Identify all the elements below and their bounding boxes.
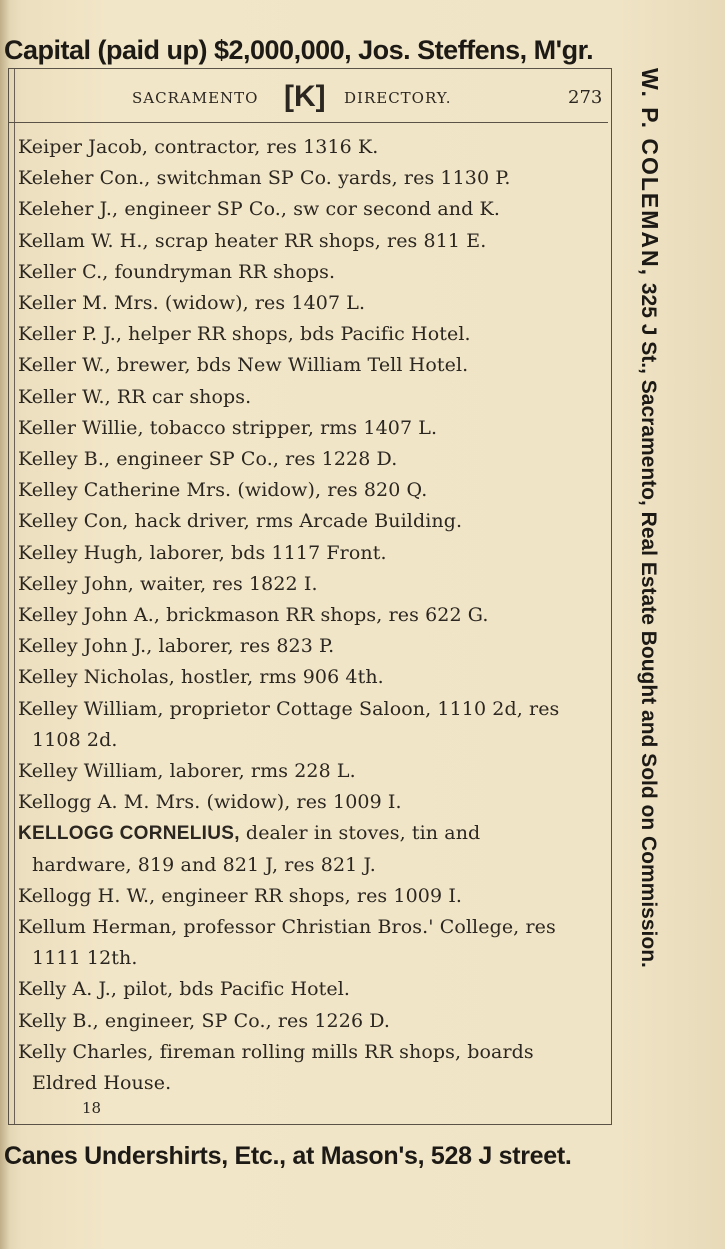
directory-entry xyxy=(18,350,608,381)
directory-entry xyxy=(18,413,608,444)
side-advertisement-details: 325 J St., Sacramento, Real Estate Bought and Sold on Commission. xyxy=(637,277,660,968)
entry-details: laborer, rms 228 L. xyxy=(163,760,356,783)
entry-details: waiter, res 1822 I. xyxy=(133,572,318,595)
entry-continuation: Eldred House. xyxy=(32,1072,172,1095)
entry-details: helper RR shops, bds Pacific Hotel. xyxy=(121,323,471,346)
entry-name: Kelly Charles, xyxy=(18,1040,154,1063)
entry-details: laborer, res 823 P. xyxy=(152,635,335,658)
entry-name: Kelly A. J., xyxy=(18,978,118,1001)
entry-name: Kelley John A., xyxy=(18,604,160,627)
entry-details: (widow), res 1009 I. xyxy=(200,791,402,814)
directory-entry xyxy=(18,319,608,350)
directory-entry xyxy=(18,444,608,475)
running-head-section: DIRECTORY. xyxy=(344,89,452,107)
directory-entry xyxy=(18,631,608,662)
entry-details: dealer in stoves, tin and xyxy=(239,822,481,845)
entry-details: hostler, rms 906 4th. xyxy=(174,666,384,689)
directory-entry xyxy=(18,132,608,163)
entry-name: Keller W., xyxy=(18,354,111,377)
entry-name: Kelley Nicholas, xyxy=(18,666,175,689)
entry-name: Keller W., xyxy=(18,385,111,408)
entry-name: Keleher J., xyxy=(18,198,119,221)
entry-name: Kelly B., xyxy=(18,1009,99,1032)
directory-entry xyxy=(18,662,608,693)
entry-details: engineer RR shops, res 1009 I. xyxy=(155,884,463,907)
entry-name: Kelley John J., xyxy=(18,635,153,658)
entry-name: Kellam W. H., xyxy=(18,229,149,252)
entry-continuation: hardware, 819 and 821 J, res 821 J. xyxy=(32,853,376,876)
entry-name: Keller P. J., xyxy=(18,323,122,346)
entry-details: engineer, SP Co., res 1226 D. xyxy=(98,1009,391,1032)
page-number: 273 xyxy=(568,87,603,108)
directory-entry xyxy=(18,1037,608,1068)
directory-entry xyxy=(18,288,608,319)
entry-details: engineer SP Co., sw cor second and K. xyxy=(118,198,500,221)
entry-details: switchman SP Co. yards, res 1130 P. xyxy=(150,167,511,190)
directory-entry xyxy=(18,974,608,1005)
running-head xyxy=(18,80,608,116)
entry-name: Keiper Jacob, xyxy=(18,136,149,158)
directory-entries xyxy=(18,132,608,1099)
entry-details: RR car shops. xyxy=(110,385,252,408)
header-rule xyxy=(8,122,608,123)
entry-details: laborer, bds 1117 Front. xyxy=(143,541,387,564)
directory-entry xyxy=(18,694,608,725)
directory-entry xyxy=(18,912,608,943)
entry-details: fireman rolling mills RR shops, boards xyxy=(153,1040,534,1063)
entry-name: Kellogg A. M. Mrs. xyxy=(18,791,201,814)
entry-name: KELLOGG CORNELIUS, xyxy=(18,823,240,845)
entry-details: brewer, bds New William Tell Hotel. xyxy=(110,354,469,377)
entry-name: Keller C., xyxy=(18,260,109,283)
entry-details: foundryman RR shops. xyxy=(108,260,336,283)
directory-entry xyxy=(18,818,608,849)
bottom-advertisement-banner: Canes Undershirts, Etc., at Mason's, 528 J street. xyxy=(4,1142,572,1170)
directory-entry xyxy=(18,1006,608,1037)
entry-name: Kelley B., xyxy=(18,448,111,471)
entry-name: Kelley Catherine Mrs. xyxy=(18,479,232,502)
entry-name: Kelley John, xyxy=(18,572,134,595)
entry-name: Kellum Herman, xyxy=(18,916,178,939)
entry-name: Kelley Con, xyxy=(18,510,129,533)
entry-details: (widow), res 820 Q. xyxy=(231,479,428,502)
directory-entry xyxy=(18,756,608,787)
entry-continuation: 1108 2d. xyxy=(32,728,118,751)
entry-name: Kelley William, xyxy=(18,697,164,720)
entry-details: tobacco stripper, rms 1407 L. xyxy=(143,416,438,439)
entry-details: professor Christian Bros.' College, res xyxy=(177,916,556,939)
entry-name: Keller Willie, xyxy=(18,416,144,439)
entry-name: Keleher Con., xyxy=(18,167,151,190)
directory-entry xyxy=(18,257,608,288)
entry-details: proprietor Cottage Saloon, 1110 2d, res xyxy=(163,697,560,720)
running-head-section-letter: [K] xyxy=(284,80,326,113)
directory-entry xyxy=(18,881,608,912)
entry-name: Kelley Hugh, xyxy=(18,541,144,564)
directory-entry xyxy=(18,382,608,413)
entry-continuation: 1111 12th. xyxy=(32,947,138,970)
entry-name: Keller M. Mrs. xyxy=(18,292,159,315)
entry-details: brickmason RR shops, res 622 G. xyxy=(159,604,489,627)
entry-details: (widow), res 1407 L. xyxy=(158,292,366,315)
directory-entry xyxy=(18,163,608,194)
entry-details: engineer SP Co., res 1228 D. xyxy=(110,448,398,471)
running-head-city: SACRAMENTO xyxy=(132,89,259,107)
directory-entry xyxy=(18,787,608,818)
entry-details: hack driver, rms Arcade Building. xyxy=(128,510,463,533)
side-advertisement-text xyxy=(628,68,672,1140)
directory-entry xyxy=(18,226,608,257)
directory-entry xyxy=(18,475,608,506)
entry-details: pilot, bds Pacific Hotel. xyxy=(117,978,351,1001)
side-advertisement xyxy=(628,68,672,1140)
signature-mark: 18 xyxy=(82,1099,102,1117)
side-advertisement-name: W. P. COLEMAN, xyxy=(637,68,663,278)
entry-name: Kellogg H. W., xyxy=(18,884,156,907)
directory-entry xyxy=(18,506,608,537)
entry-details: scrap heater RR shops, res 811 E. xyxy=(148,229,487,252)
entry-name: Kelley William, xyxy=(18,760,164,783)
directory-entry xyxy=(18,538,608,569)
entry-details: contractor, res 1316 K. xyxy=(148,136,379,158)
directory-entry xyxy=(18,194,608,225)
top-advertisement-banner: Capital (paid up) $2,000,000, Jos. Steffens, M'gr. xyxy=(4,35,594,65)
directory-entry xyxy=(18,569,608,600)
frame-inner-rule xyxy=(14,69,15,1124)
directory-entry xyxy=(18,600,608,631)
